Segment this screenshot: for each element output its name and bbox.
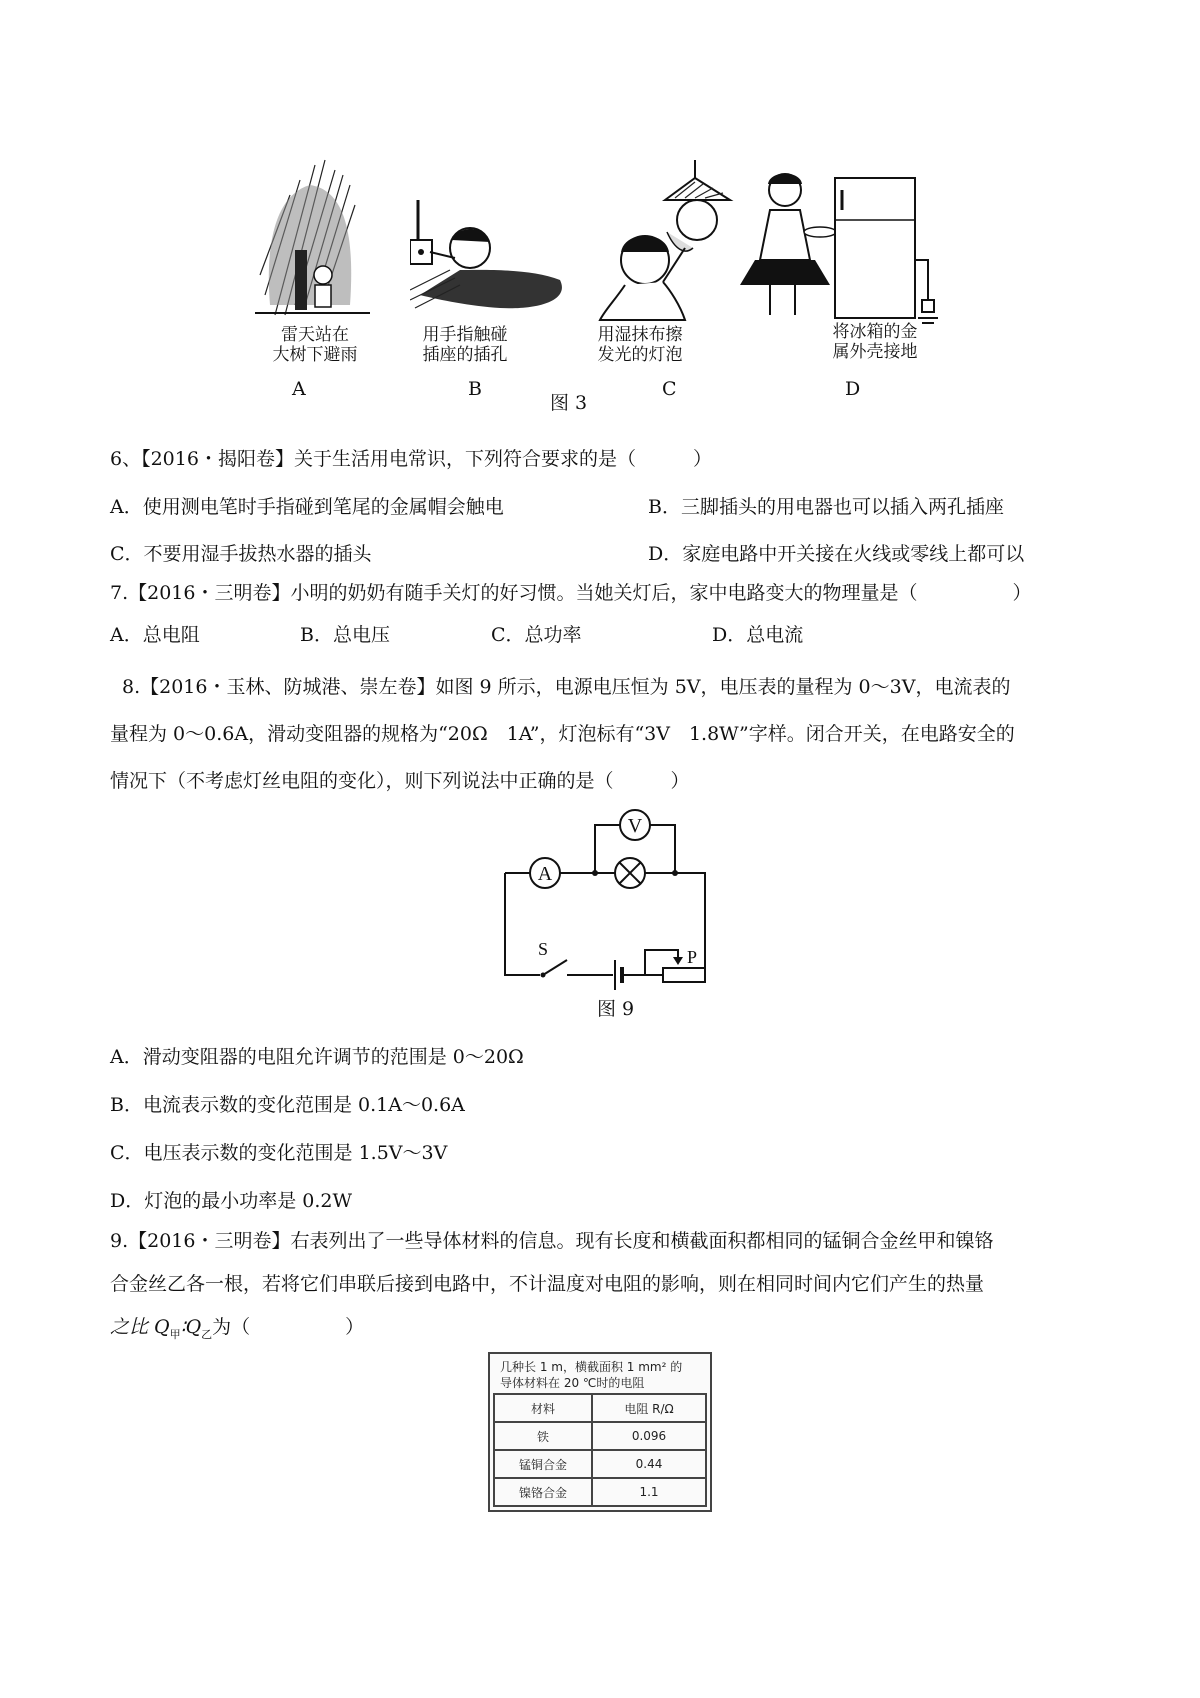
q8-stem-line3: 情况下（不考虑灯丝电阻的变化），则下列说法中正确的是（ ） <box>110 770 690 792</box>
table-col-resistance: 电阻 R/Ω <box>592 1394 706 1422</box>
q9-stem-line1: 9.【2016・三明卷】右表列出了一些导体材料的信息。现有长度和横截面积都相同的锰铜合金丝甲和镍铬 <box>110 1230 994 1252</box>
panel-d-caption-line1: 将冰箱的金 <box>832 322 918 342</box>
panel-d-illustration <box>740 170 940 330</box>
q9-colon-q: ∶Q <box>180 1316 202 1338</box>
table-cell: 1.1 <box>592 1478 706 1506</box>
panel-b-illustration <box>410 200 570 325</box>
q8-option-c: C．电压表示数的变化范围是 1.5V～3V <box>110 1142 448 1164</box>
q8-option-d: D．灯泡的最小功率是 0.2W <box>110 1190 353 1212</box>
table-header-line2: 导体材料在 20 ℃时的电阻 <box>500 1376 645 1390</box>
voltmeter-label: V <box>627 815 643 837</box>
panel-c-illustration <box>585 160 745 325</box>
q9-line3-suffix: 为（ ） <box>212 1316 365 1338</box>
table-cell: 0.44 <box>592 1450 706 1478</box>
figure-3-label: 图 3 <box>550 392 588 414</box>
panel-c-letter: C <box>662 378 677 400</box>
rheostat-symbol <box>663 968 705 982</box>
panel-a-letter: A <box>292 378 306 400</box>
table-cell: 锰铜合金 <box>494 1450 592 1478</box>
q9-stem-line2: 合金丝乙各一根，若将它们串联后接到电路中，不计温度对电阻的影响，则在相同时间内它们产生的热量 <box>110 1273 985 1295</box>
table-cell: 0.096 <box>592 1422 706 1450</box>
q8-stem-line1: 8.【2016・玉林、防城港、崇左卷】如图 9 所示，电源电压恒为 5V，电压表的量程为 0～3V，电流表的 <box>122 676 1011 698</box>
q9-sub-jia: 甲 <box>169 1327 181 1341</box>
q6-option-a: A．使用测电笔时手指碰到笔尾的金属帽会触电 <box>110 496 504 518</box>
q8-option-a: A．滑动变阻器的电阻允许调节的范围是 0～20Ω <box>110 1046 524 1068</box>
table-cell: 镍铬合金 <box>494 1478 592 1506</box>
q6-option-c: C．不要用湿手拔热水器的插头 <box>110 543 372 565</box>
q6-option-d: D．家庭电路中开关接在火线或零线上都可以 <box>648 543 1025 565</box>
q9-line3-prefix: 之比 Q <box>110 1316 170 1338</box>
table-col-material: 材料 <box>494 1394 592 1422</box>
panel-d-caption-line2: 属外壳接地 <box>832 342 918 362</box>
panel-d-letter: D <box>845 378 861 400</box>
q7-option-c: C．总功率 <box>491 624 582 646</box>
table-header-line1: 几种长 1 m，横截面积 1 mm² 的 <box>500 1360 683 1374</box>
switch-label: S <box>538 939 549 959</box>
switch-symbol <box>543 960 567 975</box>
q6-option-b: B．三脚插头的用电器也可以插入两孔插座 <box>648 496 1004 518</box>
circuit-diagram <box>495 805 720 990</box>
q6-stem: 6、【2016・揭阳卷】关于生活用电常识，下列符合要求的是（ ） <box>110 448 712 470</box>
q9-stem-line3 <box>110 1314 364 1348</box>
slider-label: P <box>687 947 698 967</box>
panel-b-caption-line1: 用手指触碰 <box>422 325 508 345</box>
q8-stem-line2: 量程为 0～0.6A，滑动变阻器的规格为“20Ω 1A”，灯泡标有“3V 1.8W”字样。闭合开关，在电路安全的 <box>110 723 1015 745</box>
panel-a-caption-line2: 大树下避雨 <box>272 345 358 365</box>
q7-stem: 7.【2016・三明卷】小明的奶奶有随手关灯的好习惯。当她关灯后，家中电路变大的物理量是（ ） <box>110 582 1032 604</box>
q9-sub-yi: 乙 <box>201 1327 213 1341</box>
panel-c-caption-line2: 发光的灯泡 <box>597 345 683 365</box>
panel-b-caption-line2: 插座的插孔 <box>422 345 508 365</box>
q7-option-d: D．总电流 <box>712 624 804 646</box>
figure-9-label: 图 9 <box>597 998 635 1020</box>
q8-option-b: B．电流表示数的变化范围是 0.1A～0.6A <box>110 1094 465 1116</box>
panel-a-illustration <box>255 155 375 325</box>
panel-b-letter: B <box>468 378 482 400</box>
table-cell: 铁 <box>494 1422 592 1450</box>
panel-a-caption-line1: 雷天站在 <box>281 325 349 345</box>
table-row <box>494 1450 706 1478</box>
materials-table <box>488 1352 712 1512</box>
q7-option-b: B．总电压 <box>300 624 390 646</box>
panel-c-caption-line1: 用湿抹布擦 <box>597 325 683 345</box>
table-row <box>494 1422 706 1450</box>
table-row <box>494 1478 706 1506</box>
ammeter-label: A <box>537 863 553 885</box>
q7-option-a: A．总电阻 <box>110 624 200 646</box>
